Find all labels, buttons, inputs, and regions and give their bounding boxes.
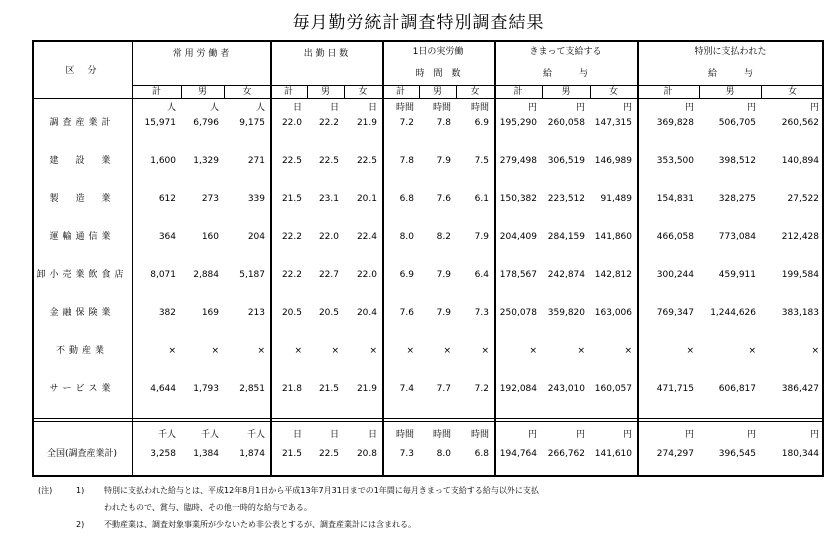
table-cell: 769,347 bbox=[656, 308, 694, 318]
table-cell: 328,275 bbox=[718, 194, 756, 204]
table-cell: 243,010 bbox=[547, 384, 585, 394]
table-cell: 22.0 bbox=[318, 232, 339, 242]
national-cell: 8.0 bbox=[436, 449, 451, 459]
national-unit-label: 円 bbox=[809, 430, 819, 440]
header-sub-line bbox=[132, 85, 824, 86]
table-cell: 1,600 bbox=[150, 156, 176, 166]
table-cell: × bbox=[811, 346, 819, 356]
unit-label: 時間 bbox=[395, 103, 414, 113]
unit-label: 円 bbox=[575, 103, 585, 113]
table-cell: 150,382 bbox=[499, 194, 537, 204]
national-unit-label: 千人 bbox=[246, 430, 265, 440]
table-cell: 606,817 bbox=[718, 384, 756, 394]
table-cell: 199,584 bbox=[781, 270, 819, 280]
table-cell: 506,705 bbox=[718, 118, 756, 128]
table-cell: × bbox=[686, 346, 694, 356]
table-cell: 8.2 bbox=[436, 232, 451, 242]
national-unit-label: 時間 bbox=[432, 430, 451, 440]
table-cell: 6.9 bbox=[474, 118, 489, 128]
unit-label: 日 bbox=[367, 103, 377, 113]
row-label: 金融保険業 bbox=[49, 308, 115, 318]
national-cell: 7.3 bbox=[399, 449, 414, 459]
national-unit-label: 円 bbox=[527, 430, 537, 440]
table-cell: 369,828 bbox=[656, 118, 694, 128]
table-cell: × bbox=[369, 346, 377, 356]
subcolumn-header: 男 bbox=[320, 87, 330, 97]
table-cell: 383,183 bbox=[781, 308, 819, 318]
table-cell: 22.5 bbox=[281, 156, 302, 166]
table-cell: 7.9 bbox=[436, 156, 451, 166]
national-cell: 141,610 bbox=[594, 449, 632, 459]
table-cell: 353,500 bbox=[656, 156, 694, 166]
unit-label: 円 bbox=[809, 103, 819, 113]
row-label: 製 造 業 bbox=[49, 194, 115, 204]
table-cell: 7.3 bbox=[474, 308, 489, 318]
national-cell: 180,344 bbox=[781, 449, 819, 459]
unit-label: 人 bbox=[255, 103, 265, 113]
table-cell: 22.4 bbox=[356, 232, 377, 242]
table-cell: 271 bbox=[247, 156, 265, 166]
table-cell: 21.9 bbox=[356, 118, 377, 128]
table-cell: × bbox=[168, 346, 176, 356]
page-title: 毎月勤労統計調査特別調査結果 bbox=[292, 13, 545, 33]
table-cell: 7.6 bbox=[436, 194, 451, 204]
group-header: きまって支給する bbox=[529, 47, 602, 57]
table-cell: 279,498 bbox=[499, 156, 537, 166]
table-cell: 22.0 bbox=[281, 118, 302, 128]
national-unit-label: 日 bbox=[329, 430, 339, 440]
note-marker: (注) bbox=[38, 486, 53, 495]
group-header: 特別に支払われた bbox=[694, 47, 767, 57]
table-cell: 260,058 bbox=[547, 118, 585, 128]
national-unit-label: 円 bbox=[622, 430, 632, 440]
table-cell: 22.7 bbox=[318, 270, 339, 280]
table-cell: × bbox=[529, 346, 537, 356]
national-cell: 274,297 bbox=[656, 449, 694, 459]
national-unit-label: 日 bbox=[367, 430, 377, 440]
table-cell: 306,519 bbox=[547, 156, 585, 166]
national-cell: 20.8 bbox=[356, 449, 377, 459]
table-cell: 7.7 bbox=[436, 384, 451, 394]
subcolumn-header: 男 bbox=[432, 87, 442, 97]
table-cell: 242,874 bbox=[547, 270, 585, 280]
table-cell: 15,971 bbox=[144, 118, 176, 128]
table-cell: 398,512 bbox=[718, 156, 756, 166]
table-cell: 1,329 bbox=[193, 156, 219, 166]
national-cell: 22.5 bbox=[318, 449, 339, 459]
table-cell: 6.8 bbox=[399, 194, 414, 204]
table-cell: × bbox=[748, 346, 756, 356]
table-cell: 364 bbox=[158, 232, 176, 242]
table-cell: 22.2 bbox=[281, 232, 302, 242]
table-cell: 142,812 bbox=[594, 270, 632, 280]
national-line-top bbox=[32, 418, 824, 419]
table-cell: 5,187 bbox=[239, 270, 265, 280]
table-cell: 7.4 bbox=[399, 384, 414, 394]
national-cell: 21.5 bbox=[281, 449, 302, 459]
table-cell: 250,078 bbox=[499, 308, 537, 318]
table-cell: 27,522 bbox=[787, 194, 819, 204]
table-cell: 147,315 bbox=[594, 118, 632, 128]
unit-label: 時間 bbox=[470, 103, 489, 113]
national-cell: 6.8 bbox=[474, 449, 489, 459]
subcolumn-header: 女 bbox=[608, 87, 618, 97]
national-row-label: 全国(調査産業計) bbox=[46, 449, 118, 459]
table-cell: 459,911 bbox=[718, 270, 756, 280]
group-header: 出 勤 日 数 bbox=[303, 49, 349, 59]
subcolumn-header: 計 bbox=[151, 87, 161, 97]
subcolumn-header: 計 bbox=[663, 87, 673, 97]
table-cell: 7.9 bbox=[436, 270, 451, 280]
table-cell: 273 bbox=[201, 194, 219, 204]
national-cell: 266,762 bbox=[547, 449, 585, 459]
national-unit-label: 円 bbox=[575, 430, 585, 440]
note-1-number: 1) bbox=[76, 486, 85, 495]
national-unit-label: 時間 bbox=[470, 430, 489, 440]
subcolumn-header: 女 bbox=[242, 87, 252, 97]
unit-label: 円 bbox=[746, 103, 756, 113]
table-cell: 284,159 bbox=[547, 232, 585, 242]
table-cell: 22.5 bbox=[318, 156, 339, 166]
table-cell: 204,409 bbox=[499, 232, 537, 242]
table-cell: 22.2 bbox=[281, 270, 302, 280]
table-cell: 6.9 bbox=[399, 270, 414, 280]
subcolumn-header: 計 bbox=[283, 87, 293, 97]
row-label: 卸小売業飲食店 bbox=[36, 270, 128, 280]
table-cell: 386,427 bbox=[781, 384, 819, 394]
table-cell: 6.4 bbox=[474, 270, 489, 280]
unit-label: 円 bbox=[684, 103, 694, 113]
table-cell: 7.8 bbox=[399, 156, 414, 166]
subcolumn-header: 女 bbox=[470, 87, 480, 97]
table-cell: 612 bbox=[158, 194, 176, 204]
group-header: 1日の実労働 bbox=[412, 47, 464, 57]
unit-label: 時間 bbox=[432, 103, 451, 113]
table-cell: × bbox=[331, 346, 339, 356]
row-header-label: 区 分 bbox=[65, 66, 99, 76]
table-cell: 7.9 bbox=[436, 308, 451, 318]
table-cell: 154,831 bbox=[656, 194, 694, 204]
subcolumn-header: 計 bbox=[395, 87, 405, 97]
table-cell: 7.6 bbox=[399, 308, 414, 318]
national-unit-label: 千人 bbox=[157, 430, 176, 440]
table-cell: 6,796 bbox=[193, 118, 219, 128]
table-cell: × bbox=[294, 346, 302, 356]
group-header-subtitle: 給 与 bbox=[707, 69, 753, 79]
table-cell: 2,851 bbox=[239, 384, 265, 394]
subcolumn-header: 男 bbox=[197, 87, 207, 97]
table-cell: 160,057 bbox=[594, 384, 632, 394]
table-cell: 163,006 bbox=[594, 308, 632, 318]
table-cell: 8,071 bbox=[150, 270, 176, 280]
national-cell: 1,384 bbox=[193, 449, 219, 459]
table-cell: 7.9 bbox=[474, 232, 489, 242]
table-cell: 1,244,626 bbox=[710, 308, 756, 318]
table-cell: 22.2 bbox=[318, 118, 339, 128]
national-cell: 1,874 bbox=[239, 449, 265, 459]
table-cell: 4,644 bbox=[150, 384, 176, 394]
table-cell: 471,715 bbox=[656, 384, 694, 394]
table-cell: 223,512 bbox=[547, 194, 585, 204]
unit-label: 円 bbox=[527, 103, 537, 113]
table-cell: 2,884 bbox=[193, 270, 219, 280]
note-2-line-1: 不動産業は、調査対象事業所が少ないため非公表とするが、調査産業計には含まれる。 bbox=[104, 520, 416, 529]
table-cell: 20.5 bbox=[281, 308, 302, 318]
header-bottom-line bbox=[32, 98, 824, 99]
table-cell: 359,820 bbox=[547, 308, 585, 318]
national-cell: 194,764 bbox=[499, 449, 537, 459]
table-cell: 212,428 bbox=[781, 232, 819, 242]
national-unit-label: 円 bbox=[746, 430, 756, 440]
table-cell: 178,567 bbox=[499, 270, 537, 280]
table-cell: 7.8 bbox=[436, 118, 451, 128]
table-cell: × bbox=[211, 346, 219, 356]
table-cell: 20.4 bbox=[356, 308, 377, 318]
table-cell: 773,084 bbox=[718, 232, 756, 242]
subcolumn-header: 女 bbox=[358, 87, 368, 97]
group-header-subtitle: 時 間 数 bbox=[415, 69, 461, 79]
subcolumn-header: 女 bbox=[787, 87, 797, 97]
table-cell: 8.0 bbox=[399, 232, 414, 242]
national-unit-label: 円 bbox=[684, 430, 694, 440]
table-cell: 21.8 bbox=[281, 384, 302, 394]
table-cell: 91,489 bbox=[600, 194, 632, 204]
table-cell: × bbox=[257, 346, 265, 356]
table-cell: 213 bbox=[247, 308, 265, 318]
note-2-number: 2) bbox=[76, 520, 85, 529]
table-cell: × bbox=[443, 346, 451, 356]
table-cell: × bbox=[624, 346, 632, 356]
table-cell: 7.2 bbox=[474, 384, 489, 394]
table-cell: × bbox=[406, 346, 414, 356]
table-cell: 23.1 bbox=[318, 194, 339, 204]
table-cell: 195,290 bbox=[499, 118, 537, 128]
row-label: 建 設 業 bbox=[49, 156, 115, 166]
unit-label: 日 bbox=[329, 103, 339, 113]
table-cell: 7.5 bbox=[474, 156, 489, 166]
table-cell: × bbox=[481, 346, 489, 356]
table-cell: 20.1 bbox=[356, 194, 377, 204]
national-unit-label: 千人 bbox=[200, 430, 219, 440]
national-unit-label: 時間 bbox=[395, 430, 414, 440]
national-cell: 396,545 bbox=[718, 449, 756, 459]
unit-label: 円 bbox=[622, 103, 632, 113]
row-label: 調査産業計 bbox=[49, 118, 115, 128]
table-cell: 382 bbox=[158, 308, 176, 318]
national-cell: 3,258 bbox=[150, 449, 176, 459]
subcolumn-header: 男 bbox=[561, 87, 571, 97]
table-cell: 140,894 bbox=[781, 156, 819, 166]
row-label: 運輸通信業 bbox=[49, 232, 115, 242]
row-label: 不動産業 bbox=[55, 346, 108, 356]
table-cell: 7.2 bbox=[399, 118, 414, 128]
table-cell: × bbox=[577, 346, 585, 356]
table-cell: 22.0 bbox=[356, 270, 377, 280]
table-cell: 260,562 bbox=[781, 118, 819, 128]
table-cell: 300,244 bbox=[656, 270, 694, 280]
table-cell: 21.5 bbox=[281, 194, 302, 204]
table-cell: 169 bbox=[201, 308, 219, 318]
table-cell: 20.5 bbox=[318, 308, 339, 318]
row-label: サービス業 bbox=[49, 384, 115, 394]
note-1-line-2: われたもので、賞与、臨時、その他一時的な給与である。 bbox=[104, 503, 312, 512]
subcolumn-header: 計 bbox=[513, 87, 523, 97]
table-cell: 339 bbox=[247, 194, 265, 204]
table-cell: 192,084 bbox=[499, 384, 537, 394]
table-cell: 21.9 bbox=[356, 384, 377, 394]
table-cell: 22.5 bbox=[356, 156, 377, 166]
unit-label: 人 bbox=[166, 103, 176, 113]
table-cell: 1,793 bbox=[193, 384, 219, 394]
table-cell: 9,175 bbox=[239, 118, 265, 128]
group-header-subtitle: 給 与 bbox=[542, 69, 588, 79]
note-1-line-1: 特別に支払われた給与とは、平成12年8月1日から平成13年7月31日までの1年間に毎月きまって支給する給与以外に支払 bbox=[104, 486, 539, 495]
national-unit-label: 日 bbox=[292, 430, 302, 440]
table-cell: 141,860 bbox=[594, 232, 632, 242]
table-cell: 6.1 bbox=[474, 194, 489, 204]
table-cell: 466,058 bbox=[656, 232, 694, 242]
table-cell: 146,989 bbox=[594, 156, 632, 166]
national-line-bottom bbox=[32, 421, 824, 422]
unit-label: 人 bbox=[209, 103, 219, 113]
subcolumn-header: 男 bbox=[725, 87, 735, 97]
table-cell: 204 bbox=[247, 232, 265, 242]
unit-label: 日 bbox=[292, 103, 302, 113]
table-cell: 160 bbox=[201, 232, 219, 242]
group-header: 常 用 労 働 者 bbox=[172, 49, 230, 59]
table-cell: 21.5 bbox=[318, 384, 339, 394]
